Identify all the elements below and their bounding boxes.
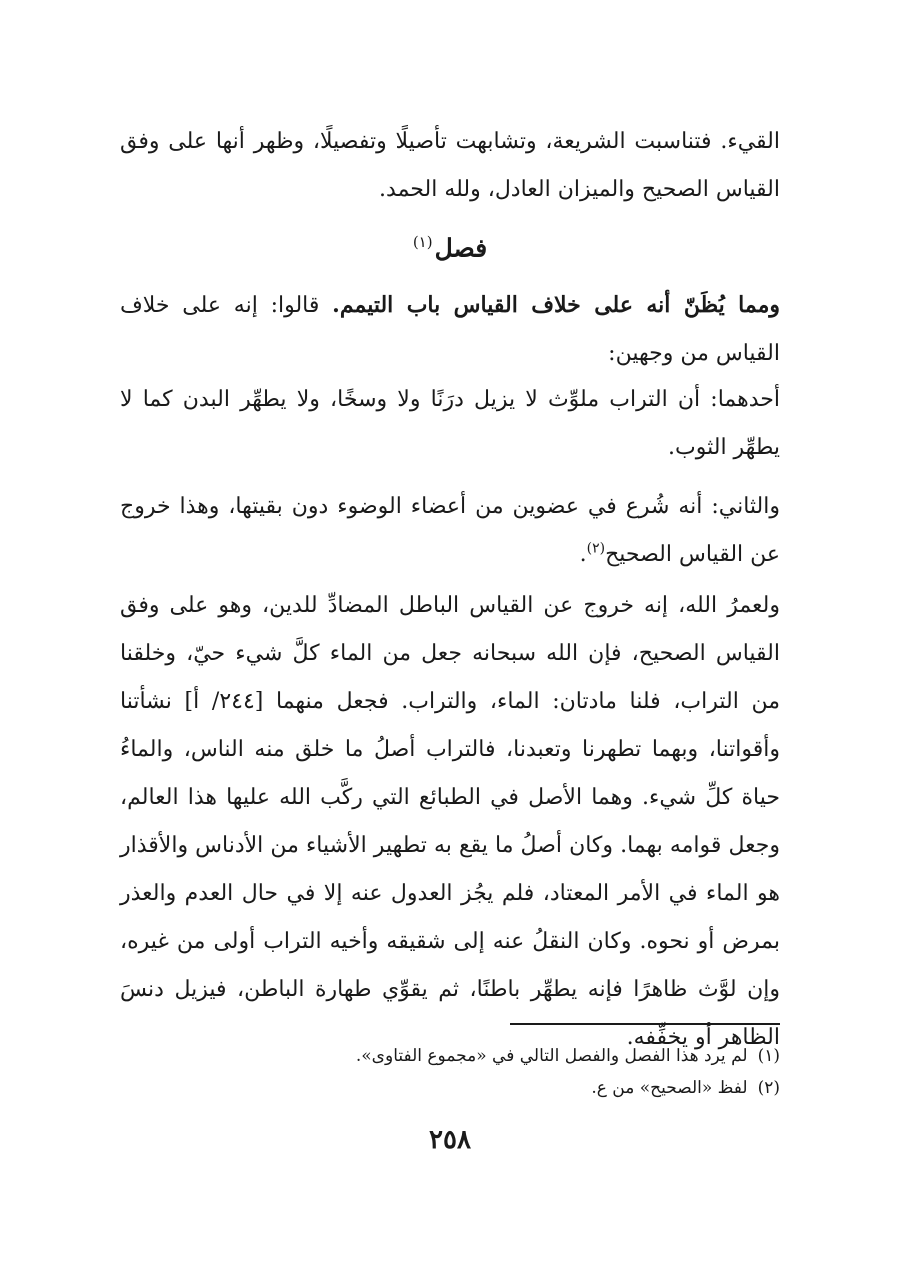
- paragraph-continuation: القيء. فتناسبت الشريعة، وتشابهت تأصيلًا وتفصيلًا، وظهر أنها على وفق القياس الصحيح والميزان العادل، ولله الحمد.: [120, 129, 780, 202]
- footnote-2: [120, 1072, 780, 1104]
- page-number: ٢٥٨: [429, 1125, 471, 1155]
- paragraph-refutation: ولعمرُ الله، إنه خروج عن القياس الباطل المضادِّ للدين، وهو على وفق القياس الصحيح، فإن الله سبحانه جعل من الماء كلَّ شيء حيّ، وخلقنا من التراب، فلنا مادتان: الماء، والتراب. فجعل منهما [٢٤٤/ أ] نشأتنا وأقواتنا، وبهما تطهرنا وتعبدنا، فالتراب أصلُ ما خلق منه الناس، والماءُ حياة كلِّ شيء. وهما الأصل في الطبائع التي ركَّب الله عليها هذا العالم، وجعل قوامه بهما. وكان أصلُ ما يقع به تطهير الأشياء من الأدناس والأقذار هو الماء في الأمر المعتاد، فلم يجُز العدول عنه إلا في حال العدم والعذر بمرض أو نحوه. وكان النقلُ عنه إلى شقيقه وأخيه التراب أولى من غيره، وإن لوَّث ظاهرًا فإنه يطهِّر باطنًا، ثم يقوِّي طهارة الباطن، فيزيل دنسَ الظاهر أو يخفِّفه.: [120, 593, 781, 1050]
- paragraph-first-aspect: أحدهما: أن التراب ملوِّث لا يزيل درَنًا ولا وسخًا، ولا يطهِّر البدن كما لا يطهِّر الثوب.: [120, 387, 780, 460]
- section-title: فصل: [434, 233, 488, 263]
- footnotes: [120, 1040, 780, 1104]
- footnote-text: لفظ «الصحيح» من ع.: [591, 1078, 748, 1098]
- footnote-divider: [510, 1023, 780, 1025]
- section-heading: [0, 222, 900, 268]
- footnote-text: لم يرد هذا الفصل والفصل التالي في «مجموع الفتاوى».: [355, 1046, 748, 1066]
- footnote-number: (١): [757, 1046, 780, 1066]
- paragraph-text: والثاني: أنه شُرع في عضوين من أعضاء الوضوء دون بقيتها، وهذا خروج عن القياس الصحيح: [120, 494, 780, 567]
- section-footnote-marker: (١): [412, 233, 433, 251]
- paragraph-second-aspect: [120, 483, 780, 579]
- paragraph-tayammum-intro: [120, 281, 780, 378]
- footnote-1: [120, 1040, 780, 1072]
- footnote-number: (٢): [757, 1078, 780, 1098]
- paragraph-end: .: [579, 542, 587, 567]
- paragraph-bold-lead: ومما يُظَنّ أنه على خلاف القياس باب التيمم.: [332, 292, 780, 318]
- footnote-ref-2: (٢): [586, 540, 606, 557]
- paragraph-rest: قالوا: إنه على خلاف القياس من وجهين:: [120, 293, 780, 366]
